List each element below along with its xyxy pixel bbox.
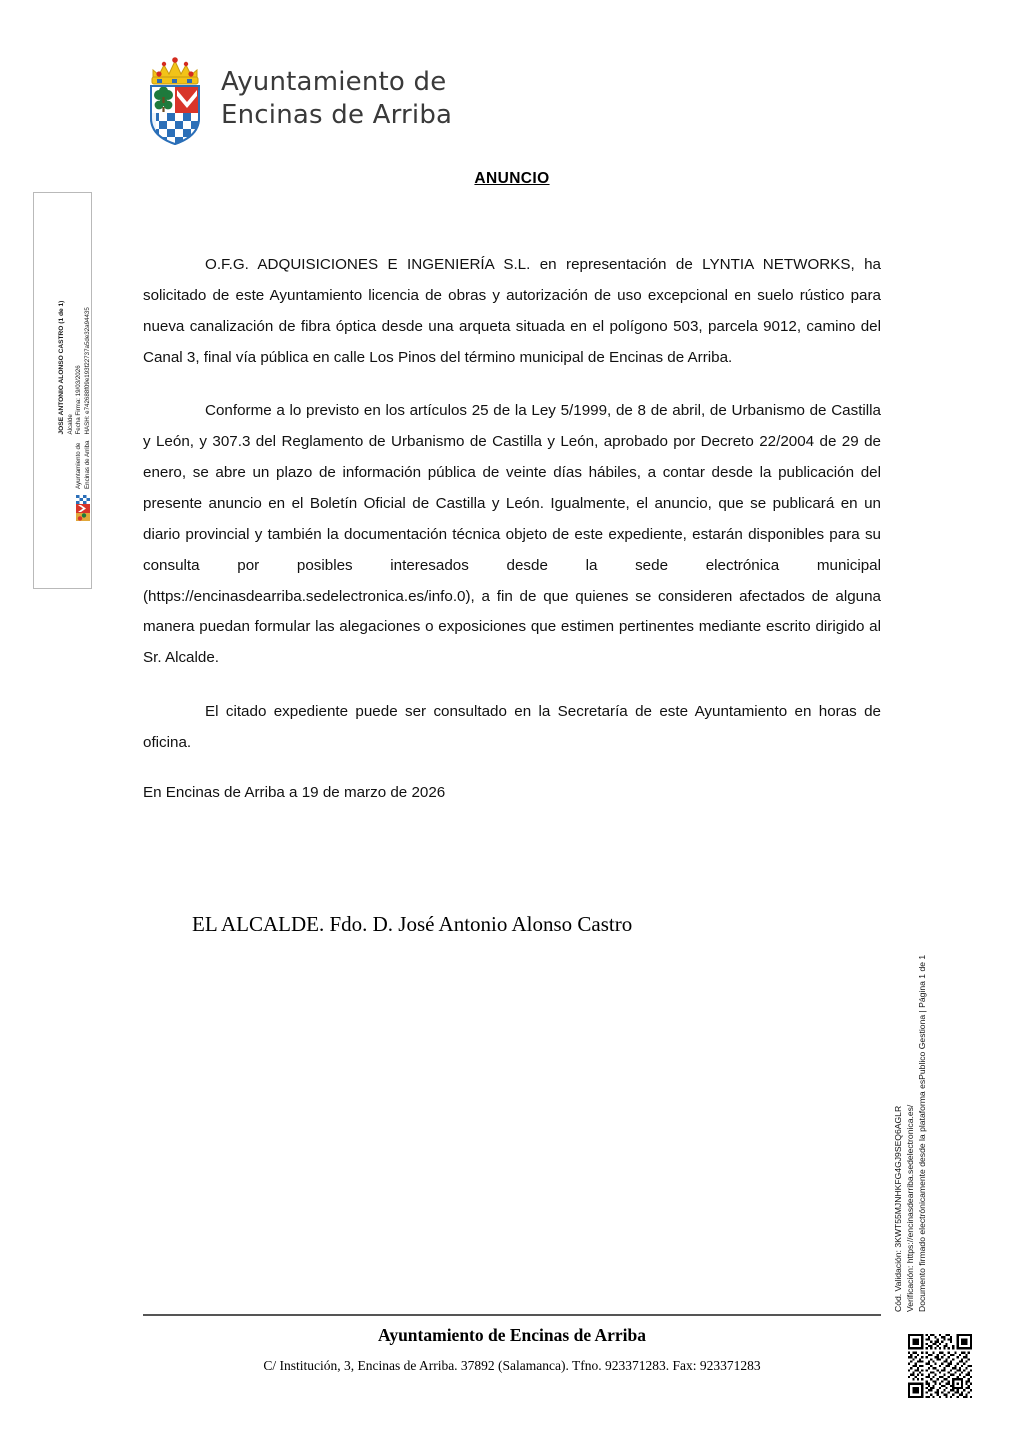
paragraph-3: El citado expediente puede ser consultado en la Secretaría de este Ayuntamiento en horas de oficina.: [143, 703, 881, 752]
footer-address: C/ Institución, 3, Encinas de Arriba. 37892 (Salamanca). Tfno. 923371283. Fax: 923371283: [263, 1358, 761, 1373]
coat-of-arms-icon: [143, 52, 207, 146]
signature-entity: [75, 441, 93, 490]
paragraph-1: O.F.G. ADQUISICIONES E INGENIERÍA S.L. en representación de LYNTIA NETWORKS, ha solicitado de este Ayuntamiento licencia de obras y autorización de uso excepcional en suelo rústico para nueva canalización de fibra óptica desde una arqueta situada en el polígono 503, parcela 9012, camino del Canal 3, final vía pública en calle Los Pinos del término municipal de Encinas de Arriba.: [143, 256, 881, 366]
signature-hash: HASH: e742688f09e193f22737a5de32a94435: [84, 307, 92, 435]
signature-block: EL ALCALDE. Fdo. D. José Antonio Alonso Castro: [192, 912, 633, 936]
header-title: [221, 66, 452, 133]
header-title-line2: Encinas de Arriba: [221, 100, 453, 130]
signer-name: JOSE ANTONIO ALONSO CASTRO (1 de 1): [58, 300, 66, 435]
platform-note: Documento firmado electrónicamente desde la plataforma esPublico Gestiona | Página 1 de 1: [917, 954, 928, 1312]
page-title: [0, 170, 1024, 188]
qr-code-icon: [908, 1334, 972, 1398]
footer-divider: [143, 1314, 881, 1316]
coat-of-arms-stamp-icon: [73, 495, 93, 521]
header-title-line1: Ayuntamiento de: [221, 66, 447, 97]
page-title-text: ANUNCIO: [474, 170, 550, 187]
signature-metadata-panel: [33, 192, 92, 589]
signature-entity-line1: Ayuntamiento de: [75, 442, 83, 489]
paragraph-2: Conforme a lo previsto en los artículos 25 de la Ley 5/1999, de 8 de abril, de Urbanismo de Castilla y León, y 307.3 del Reglamento de Urbanismo de Castilla y León, aprobado por Decreto 22/2004 de 29 de enero, se abre un plazo de información pública de veinte días hábiles, a contar desde la publicación del presente anuncio en el Boletín Oficial de Castilla y León. Igualmente, el anuncio, que se publicará en un diario provincial y también la documentación técnica objeto de este expediente, estarán disponibles para su consulta por posibles interesados desde la sede electrónica municipal (https://encinasdearriba.sedelectronica.es/info.0), a fin de que quienes se consideren afectados de alguna manera puedan formular las alegaciones o exposiciones que estimen pertinentes mediante escrito dirigido al Sr. Alcalde.: [143, 402, 881, 667]
verification-url: Verificación: https://encinasdearriba.sedelectronica.es/: [905, 1104, 916, 1312]
signature-date: Fecha Firma: 19/03/2026: [75, 365, 83, 435]
signer-role: Alcalde: [66, 414, 74, 435]
signature-details: [57, 301, 93, 435]
document-header: [143, 52, 452, 146]
validation-panel: [893, 888, 977, 1312]
footer-title: Ayuntamiento de Encinas de Arriba: [377, 1325, 647, 1345]
document-body: [143, 250, 881, 832]
place-and-date: En Encinas de Arriba a 19 de marzo de 2026: [143, 783, 446, 801]
validation-code: Cód. Validación: 3KWT55MJNHKFG4GJ9SEQ6AGLR: [893, 1105, 904, 1312]
signature-entity-line2: Encinas de Arriba: [84, 440, 92, 489]
